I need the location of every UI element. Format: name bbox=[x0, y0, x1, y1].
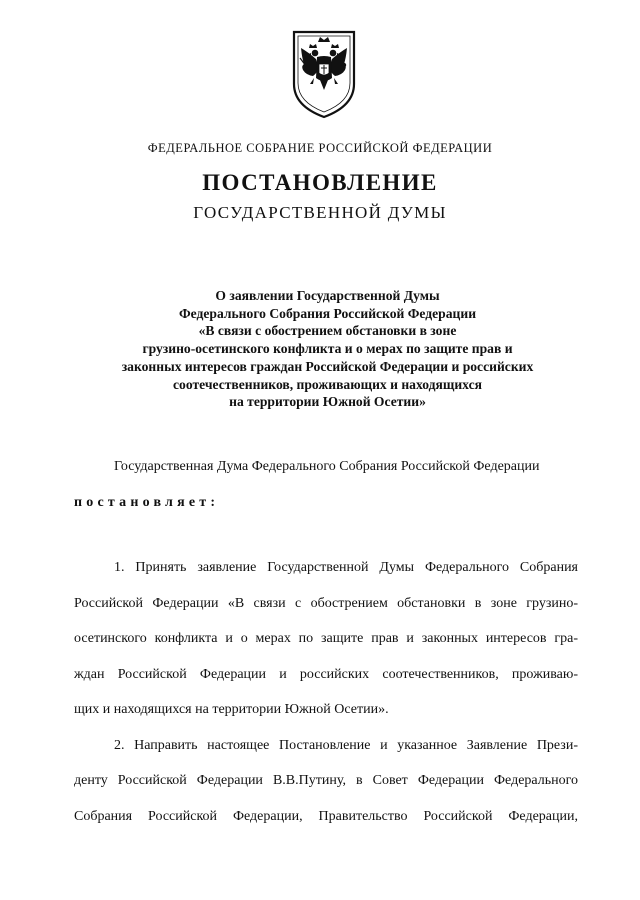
document-issuer: ГОСУДАРСТВЕННОЙ ДУМЫ bbox=[193, 203, 447, 222]
preamble-text: Государственная Дума Федерального Собрания Российской Федерации bbox=[114, 459, 540, 474]
item1-line: 1. Принять заявление Государственной Думы Федерального Собрания bbox=[114, 560, 578, 575]
item1-line: осетинского конфликта и о мерах по защите прав и законных интересов гра- bbox=[74, 631, 578, 646]
item1-line: Российской Федерации «В связи с обострением обстановки в зоне грузино- bbox=[74, 596, 578, 611]
title-line: законных интересов граждан Российской Федерации и российских bbox=[121, 358, 534, 374]
decrees-word: постановляет: bbox=[74, 495, 220, 510]
coat-of-arms-emblem bbox=[290, 28, 358, 120]
document-type: ПОСТАНОВЛЕНИЕ bbox=[202, 170, 438, 195]
item2-line: 2. Направить настоящее Постановление и указанное Заявление Прези- bbox=[114, 738, 578, 753]
title-line: О заявлении Государственной Думы bbox=[215, 288, 440, 303]
title-line: соотечественников, проживающих и находящихся bbox=[173, 376, 482, 392]
item2-line: денту Российской Федерации В.В.Путину, в Совет Федерации Федерального bbox=[74, 773, 578, 788]
title-line: Федерального Собрания Российской Федерации bbox=[178, 305, 477, 321]
organization-name: ФЕДЕРАЛЬНОЕ СОБРАНИЕ РОССИЙСКОЙ ФЕДЕРАЦИИ bbox=[147, 141, 493, 155]
item2-line: Собрания Российской Федерации, Правительство Российской Федерации, bbox=[74, 809, 578, 824]
title-line: на территории Южной Осетии» bbox=[229, 394, 426, 410]
item1-line: ждан Российской Федерации и российских соотечественников, проживаю- bbox=[74, 667, 578, 682]
item1-line: щих и находящихся на территории Южной Осетии». bbox=[74, 702, 389, 717]
title-line: «В связи с обострением обстановки в зоне bbox=[198, 323, 457, 339]
document-title bbox=[60, 287, 595, 411]
title-line: грузино-осетинского конфликта и о мерах по защите прав и bbox=[142, 341, 513, 357]
